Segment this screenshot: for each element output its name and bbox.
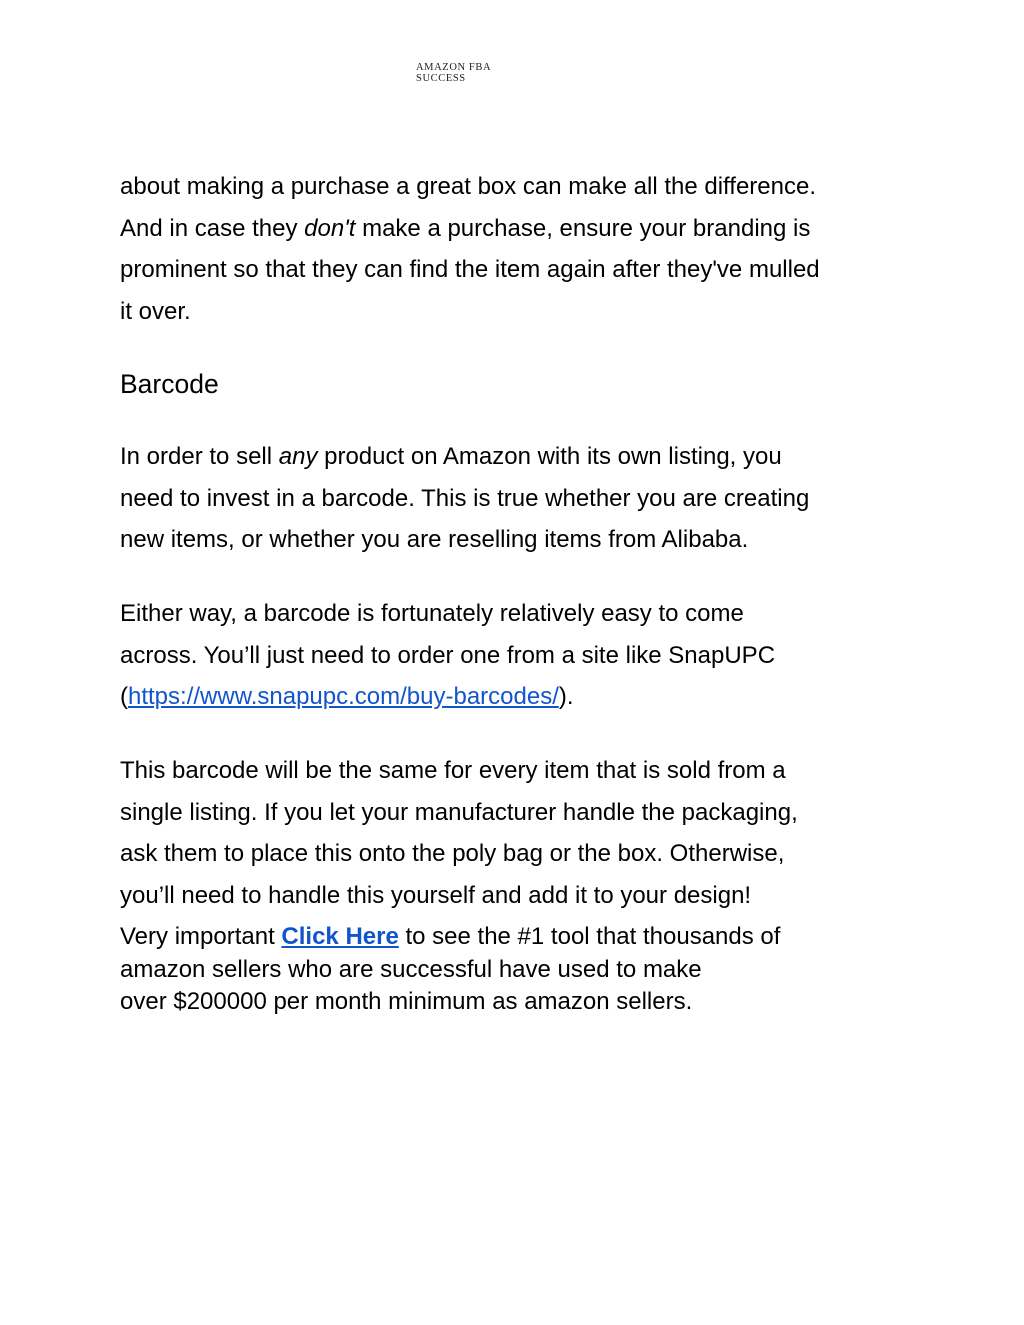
text-line: across. You’ll just need to order one from a site like SnapUPC [120,641,776,669]
text-line [120,436,809,478]
paragraph-barcode-listing [120,750,798,916]
text-line: single listing. If you let your manufacturer handle the packaging, [120,798,798,826]
text-line: new items, or whether you are reselling items from Alibaba. [120,526,749,553]
text-segment: ). [558,683,574,710]
text-line [120,208,910,250]
text-line: Either way, a barcode is fortunately relatively easy to come [120,600,744,627]
text-line: ask them to place this onto the poly bag or the box. Otherwise, [120,840,785,867]
text-segment: make a purchase, ensure your branding is [355,214,811,242]
text-segment: Very important [120,923,282,950]
text-line: prominent so that they can find the item again after they've mulled [120,256,820,283]
text-line: over $200000 per month minimum as amazon sellers. [120,988,693,1015]
text-segment: to see the #1 tool that thousands of [398,923,781,950]
click-here-link[interactable]: Click Here [281,923,399,950]
paragraph-snapupc [120,593,775,718]
header-line-2: SUCCESS [416,73,466,84]
text-line: need to invest in a barcode. This is true whether you are creating [120,484,810,512]
emphasis-text: don't [304,214,356,242]
header-line-1: AMAZON FBA [416,62,492,73]
section-heading: Barcode [120,369,219,399]
text-segment: product on Amazon with its own listing, you [317,443,782,470]
text-line [120,921,780,954]
paragraph-barcode-intro [120,436,809,561]
paragraph-branding [120,166,910,332]
text-line: about making a purchase a great box can make all the difference. [120,173,816,200]
promo-paragraph [120,921,780,1019]
text-segment: And in case they [120,214,305,242]
running-header [416,62,491,84]
text-segment: In order to sell [120,443,279,470]
text-segment: ( [120,683,128,710]
text-line: it over. [120,297,191,325]
text-line: amazon sellers who are successful have used to make [120,955,702,983]
emphasis-text: any [278,443,318,470]
text-line: This barcode will be the same for every item that is sold from a [120,757,786,784]
document-body [120,166,910,1015]
snapupc-link[interactable]: https://www.snapupc.com/buy-barcodes/ [128,683,559,710]
text-line [120,676,775,718]
text-line: you’ll need to handle this yourself and add it to your design! [120,881,752,909]
